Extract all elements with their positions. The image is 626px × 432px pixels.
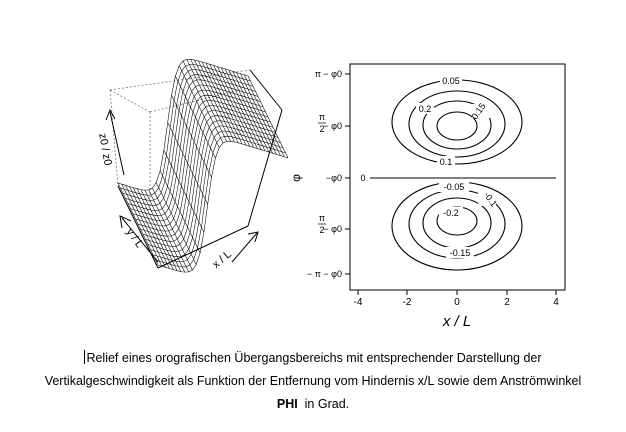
y-tick-label: −φ0 [325,173,342,183]
x-tick-label: -2 [402,297,412,308]
contour-labels [357,75,499,258]
caption-line-1-text: Relief eines orografischen Übergangsbereichs mit entsprechender Darstellung der [86,351,542,365]
mesh-line [195,60,235,142]
contour-x-axis-label: x / L [442,313,472,330]
contour-label: -0.2 [443,208,459,218]
contour-y-axis-label: φ [289,174,303,182]
contour-label: -0.1 [481,190,500,209]
contour-label: 0.2 [418,104,432,114]
caption-phi: PHI [276,397,298,411]
caption-line-3-rest: in Grad. [297,397,350,411]
y-tick-label: 2 [319,225,325,235]
mesh-line [152,188,192,270]
mesh-line [130,187,170,269]
surface-z-axis-label: z0 / z0 [96,132,114,167]
y-tick-label: π [318,213,326,223]
x-tick-label: -4 [353,297,363,308]
surface-plot [96,59,288,272]
y-tick-label: π [318,112,326,122]
contour-label: 0 [360,173,366,183]
y-tick-label: − φ0 [323,121,342,131]
figure-caption [0,347,626,416]
contour-x-axis [358,290,556,295]
surface-x-axis-label: x / L [210,248,234,271]
x-tick-label: 4 [553,297,559,308]
contour-label: 0.1 [439,157,453,167]
y-tick-label: 2 [319,124,325,134]
contour-y-axis [345,74,350,274]
mesh-line [123,185,166,267]
x-tick-label: 2 [504,297,510,308]
mesh-line [168,122,208,204]
x-tick-label: 0 [454,297,460,308]
y-tick-label: − π − φ0 [306,269,342,279]
y-tick-label: π − φ0 [314,69,342,79]
caption-line-3 [0,393,626,416]
surface-y-axis-label: y / L [123,226,146,251]
contour-label: -0.15 [449,248,471,258]
contour-label: 0.05 [442,76,460,86]
mesh-line [145,190,185,272]
contour-label: -0.05 [443,182,465,192]
y-tick-label: − φ0 [323,224,342,234]
contour-label: 0.15 [469,101,488,122]
caption-line-1 [0,347,626,370]
caption-line-2: Vertikalgeschwindigkeit als Funktion der Entfernung vom Hindernis x/L sowie dem Anströmwinkel [44,374,582,388]
contour-plot [289,64,565,330]
contour-lines-positive [392,80,522,164]
